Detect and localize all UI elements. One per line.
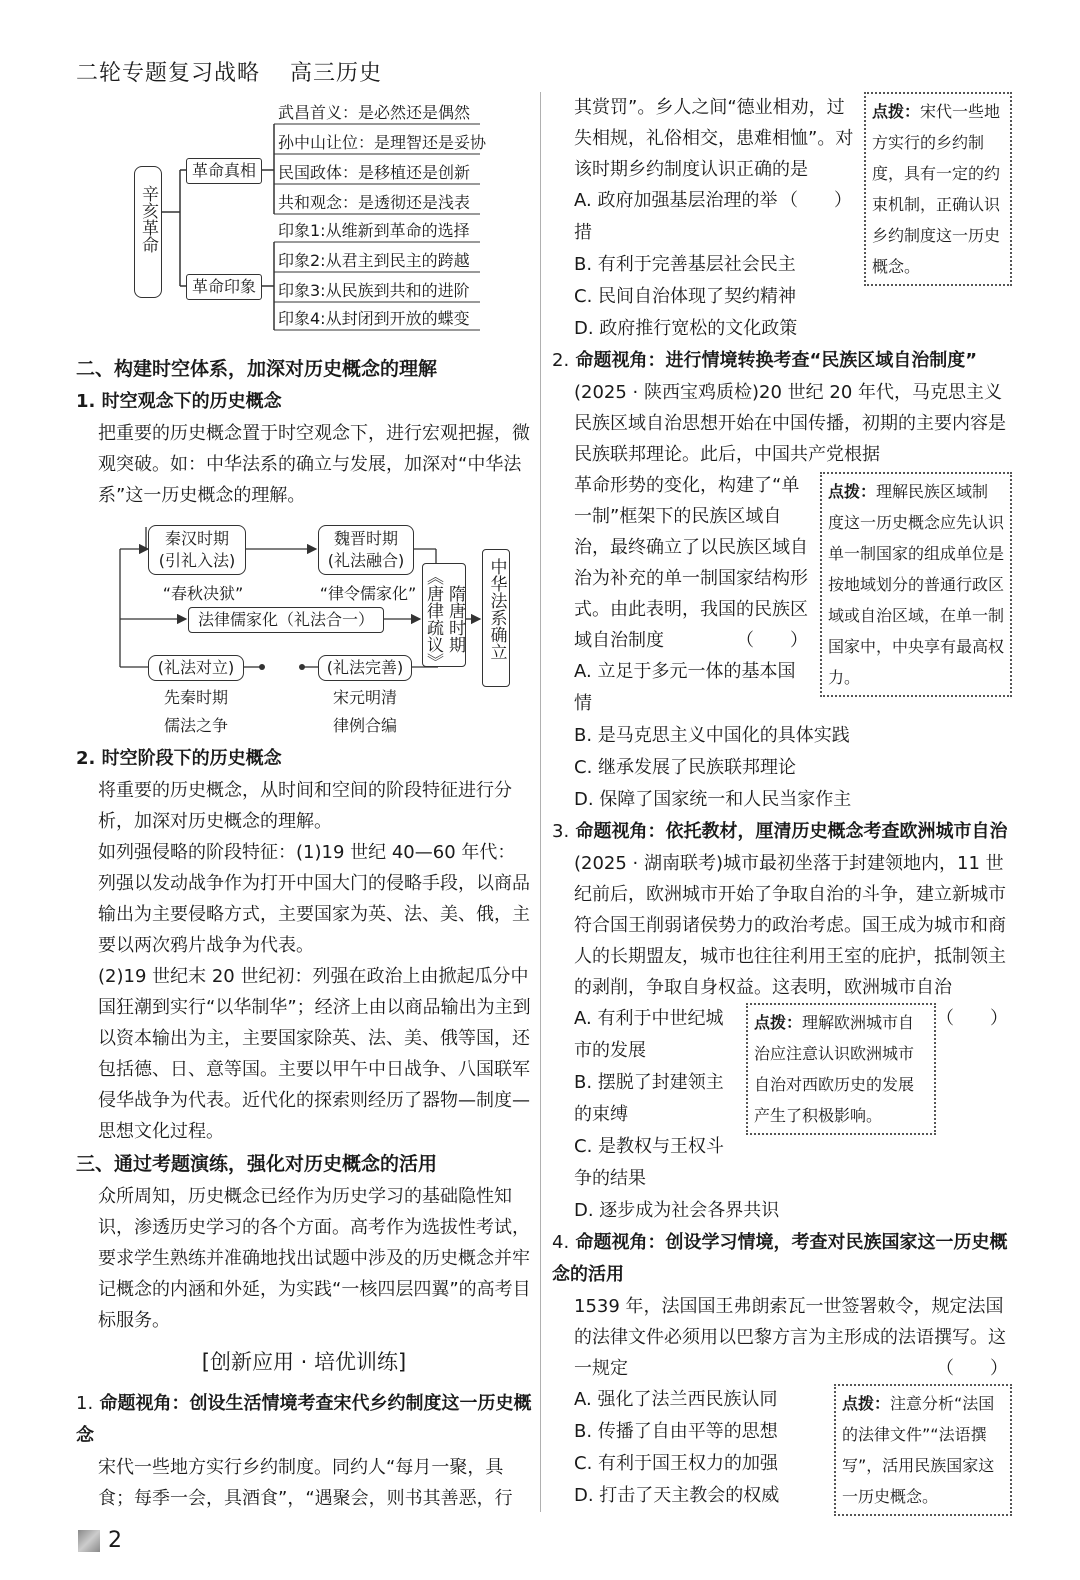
middle-box: 法律儒家化（礼法合一） (188, 607, 384, 633)
q2-option[interactable]: C. 继承发展了民族联邦理论 (574, 757, 797, 778)
section2-title: 二、构建时空体系，加深对历史概念的理解 (76, 358, 438, 380)
q2-option[interactable]: A. 立足于多元一体的基本国情 (574, 661, 796, 714)
q4-tip: 点拨：注意分析“法国的法律文件”“法语撰写”，活用民族国家这一历史概念。 (834, 1384, 1012, 1516)
sub2-p1: 将重要的历史概念，从时间和空间的阶段特征进行分析，加深对历史概念的理解。 (98, 780, 512, 832)
q3-option[interactable]: A. 有利于中世纪城市的发展 (574, 1008, 724, 1061)
tanglv-box: 《唐律疏议》 隋唐时期 (422, 563, 466, 667)
page-footer (78, 1528, 122, 1553)
zhenxiang-item: 民国政体：是移植还是创新 (278, 163, 471, 182)
q2-stem2: 革命形势的变化，构建了“单一制”框架下的民族区域自治，最终确立了以民族区域自治为补充的单一制国家结构形式。由此表明，我国的民族区域自治制度 （ ） (574, 475, 808, 651)
training-title: [创新应用 · 培优训练] (201, 1350, 407, 1374)
q2-head: 2. 命题视角：进行情境转换考查“民族区域自治制度” (552, 350, 978, 371)
weijin-box: 魏晋时期 (礼法融合) (318, 525, 414, 575)
right-column (552, 92, 1012, 1516)
q1-stem-left: 宋代一些地方实行乡约制度。同约人“每月一聚，具食；每季一会，具酒食”，“遇聚会，则书其善恶，行 (98, 1457, 513, 1509)
q3-option[interactable]: C. 是教权与王权斗争的结果 (574, 1136, 725, 1189)
left-column (76, 352, 532, 1514)
sub1-title: 1. 时空观念下的历史概念 (76, 391, 282, 412)
q3-stem: (2025 · 湖南联考)城市最初坐落于封建领地内，11 世纪前后，欧洲城市开始了争取自治的斗争，建立新城市符合国王削弱诸侯势力的政治考虑。国王成为城市和商人的长期盟友，城市也往往利用王室的庇护，抵制领主的剥削，争取自身权益。这表明，欧洲城市自治 （ ） (574, 853, 1008, 1029)
rufa-label: 儒法之争 (163, 716, 228, 735)
legal-system-diagram (76, 519, 532, 741)
q4-head: 4. 命题视角：创设学习情境，考查对民族国家这一历史概念的活用 (552, 1232, 1008, 1285)
q2-option[interactable]: D. 保障了国家统一和人民当家作主 (574, 789, 852, 810)
q1-option[interactable]: D. 政府推行宽松的文化政策 (574, 318, 798, 339)
lifaduili-box: (礼法对立) (148, 655, 244, 681)
column-divider (540, 92, 541, 1512)
qinhan-label: “春秋决狱” (162, 584, 244, 603)
q4-option[interactable]: D. 打击了天主教会的权威 (574, 1485, 780, 1506)
xinhai-diagram (130, 96, 530, 336)
q4-stem: 1539 年，法国国王弗朗索瓦一世签署敕令，规定法国的法律文件必须用以巴黎方言为主形成的法语撰写。这一规定 （ ） (574, 1296, 1008, 1379)
q1-option[interactable]: B. 有利于完善基层社会民主 (574, 254, 796, 275)
sub1-text: 把重要的历史概念置于时空观念下，进行宏观把握，微观突破。如：中华法系的确立与发展，加深对“中华法系”这一历史概念的理解。 (98, 423, 530, 506)
q1-stem-right: 其赏罚”。乡人之间“德业相劝，过失相规，礼俗相交，患难相恤”。对该时期乡约制度认识正确的是 （ ） (574, 97, 854, 211)
qinhan-box: 秦汉时期 (引礼入法) (148, 525, 246, 575)
q3-option[interactable]: B. 摆脱了封建领主的束缚 (574, 1072, 724, 1125)
q2-tip: 点拨：理解民族区域制度这一历史概念应先认识单一制国家的组成单位是按地域划分的普通行政区域或自治区域，在单一制国家中，中央享有最高权力。 (820, 472, 1012, 697)
q1-head: 1. 命题视角：创设生活情境考查宋代乡约制度这一历史概念 (76, 1393, 532, 1446)
q2-body (552, 470, 1012, 687)
lifawanshan-box: (礼法完善) (318, 655, 412, 681)
q1-tip: 点拨：宋代一些地方实行的乡约制度，具有一定的约束机制，正确认识乡约制度这一历史概念。 (864, 92, 1012, 286)
xianqin-label: 先秦时期 (163, 688, 228, 707)
xinhai-root: 辛亥革命 (134, 166, 162, 298)
weijin-label: “律令儒家化” (319, 584, 417, 603)
sub2-p3: (2)19 世纪末 20 世纪初：列强在政治上由掀起瓜分中国狂潮到实行“以华制华”；经济上由以商品输出为主到以资本输出为主，主要国家除英、法、美、俄等国，还包括德、日、意等国。主要以甲午中日战争、八国联军侵华战争为代表。近代化的探索则经历了器物—制度—思想文化过程。 (98, 966, 531, 1142)
q4-body (552, 1384, 1012, 1512)
q4-option[interactable]: B. 传播了自由平等的思想 (574, 1421, 778, 1442)
zhenxiang-item: 共和观念：是透彻还是浅表 (278, 193, 471, 212)
yinxiang-item: 印象4:从封闭到开放的蝶变 (278, 309, 470, 328)
zhenxiang-item: 武昌首义：是必然还是偶然 (278, 103, 471, 122)
q4-option[interactable]: C. 有利于国王权力的加强 (574, 1453, 779, 1474)
page-corner-icon (78, 1530, 100, 1552)
series-title: 二轮专题复习战略 (76, 61, 261, 86)
sub2-title: 2. 时空阶段下的历史概念 (76, 748, 282, 769)
subject-title: 高三历史 (290, 61, 383, 86)
yinxiang-item: 印象3:从民族到共和的进阶 (278, 281, 470, 300)
sub2-p2: 如列强侵略的阶段特征：(1)19 世纪 40—60 年代：列强以发动战争作为打开中国大门的侵略手段，以商品输出为主要侵略方式，主要国家为英、法、美、俄，主要以两次鸦片战争为代表。 (98, 842, 530, 956)
q3-option[interactable]: D. 逐步成为社会各界共识 (574, 1200, 780, 1221)
q1-option[interactable]: C. 民间自治体现了契约精神 (574, 286, 797, 307)
branch-geming-yinxiang: 革命印象 (186, 274, 262, 300)
q3-body (552, 1003, 1012, 1227)
songyuan-label: 宋元明清 (332, 688, 397, 707)
q4-option[interactable]: A. 强化了法兰西民族认同 (574, 1389, 778, 1410)
q3-head: 3. 命题视角：依托教材，厘清历史概念考查欧洲城市自治 (552, 821, 1008, 842)
q3-tip: 点拨：理解欧洲城市自治应注意认识欧洲城市自治对西欧历史的发展产生了积极影响。 (746, 1003, 936, 1135)
q1-option[interactable]: A. 政府加强基层治理的举措 (574, 190, 778, 243)
q2-option[interactable]: B. 是马克思主义中国化的具体实践 (574, 725, 850, 746)
zhenxiang-item: 孙中山让位：是理智还是妥协 (278, 133, 487, 152)
yinxiang-item: 印象2:从君主到民主的跨越 (278, 251, 470, 270)
final-box: 中华法系确立 (482, 549, 510, 687)
q2-stem1: (2025 · 陕西宝鸡质检)20 世纪 20 年代，马克思主义民族区域自治思想开始在中国传播，初期的主要内容是民族联邦理论。此后，中国共产党根据 (574, 382, 1006, 465)
section3-text: 众所周知，历史概念已经作为历史学习的基础隐性知识，渗透历史学习的各个方面。高考作为选拔性考试，要求学生熟练并准确地找出试题中涉及的历史概念并牢记概念的内涵和外延，为实践“一核四层四翼”的高考目标服务。 (98, 1186, 531, 1331)
page-number: 2 (108, 1528, 122, 1553)
yinxiang-item: 印象1:从维新到革命的选择 (278, 221, 470, 240)
page-header (76, 56, 404, 87)
section3-title: 三、通过考题演练，强化对历史概念的活用 (76, 1153, 438, 1175)
q1-continuation (552, 92, 1012, 345)
lvli-label: 律例合编 (332, 716, 397, 735)
branch-geming-zhenxiang: 革命真相 (186, 158, 262, 184)
